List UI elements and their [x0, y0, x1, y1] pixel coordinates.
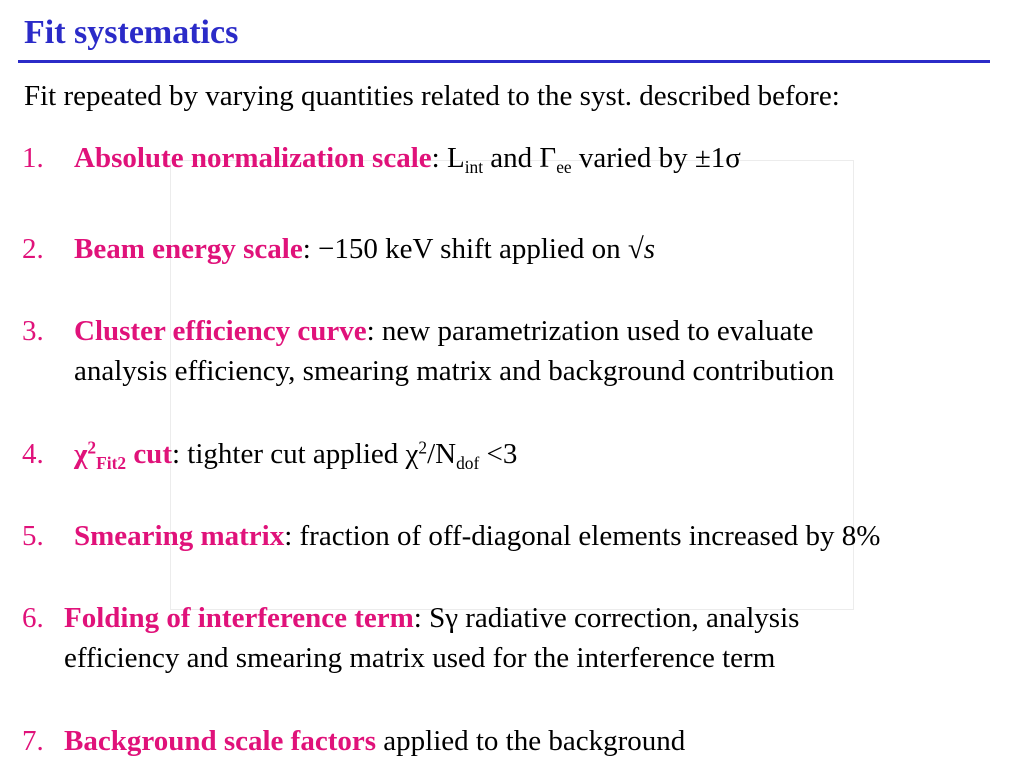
- superscript: 2: [418, 437, 428, 458]
- italic-symbol: s: [643, 233, 656, 265]
- item-body: and Γ: [483, 142, 557, 174]
- subscript: int: [464, 157, 484, 178]
- item-number: 3.: [22, 315, 44, 347]
- title-underline: [18, 60, 990, 63]
- item-heading: Cluster efficiency curve: [74, 315, 367, 347]
- item-number: 5.: [22, 520, 44, 552]
- item-body-continued: analysis efficiency, smearing matrix and background contribution: [74, 355, 835, 387]
- item-heading: Folding of interference term: [64, 602, 414, 634]
- intro-text: Fit repeated by varying quantities related to the syst. described before:: [24, 80, 840, 112]
- item-body: applied to the background: [376, 725, 686, 757]
- item-body: : −150 keV shift applied on √: [302, 233, 644, 265]
- item-text: [64, 598, 799, 678]
- item-number: 6.: [22, 602, 44, 634]
- item-body: : fraction of off-diagonal elements increased by 8%: [284, 520, 881, 552]
- item-body: : tighter cut applied χ: [171, 438, 419, 470]
- item-body: : Sγ radiative correction, analysis: [413, 602, 800, 634]
- slide-title: Fit systematics: [24, 14, 239, 51]
- item-heading: Absolute normalization scale: [74, 142, 432, 174]
- item-text: [74, 516, 880, 556]
- superscript: 2: [87, 437, 97, 458]
- item-number: 4.: [22, 438, 44, 470]
- item-body: : L: [431, 142, 465, 174]
- item-heading: Beam energy scale: [74, 233, 303, 265]
- item-body-continued: efficiency and smearing matrix used for the interference term: [64, 642, 776, 674]
- heading-tail: cut: [126, 438, 172, 470]
- item-heading: Smearing matrix: [74, 520, 285, 552]
- subscript: Fit2: [96, 453, 127, 474]
- item-text: [74, 434, 517, 474]
- item-heading: Background scale factors: [64, 725, 377, 757]
- item-body: /N: [427, 438, 457, 470]
- item-text: [74, 311, 834, 391]
- item-number: 7.: [22, 725, 44, 757]
- item-body: varied by ±1σ: [571, 142, 741, 174]
- item-text: [64, 721, 685, 761]
- chi-symbol: χ: [74, 438, 88, 470]
- subscript: dof: [456, 453, 480, 474]
- item-number: 2.: [22, 233, 44, 265]
- item-heading: [74, 437, 172, 474]
- item-number: 1.: [22, 142, 44, 174]
- item-text: [74, 138, 741, 178]
- item-text: [74, 229, 655, 269]
- item-body: : new parametrization used to evaluate: [366, 315, 814, 347]
- subscript: ee: [556, 157, 572, 178]
- item-body: <3: [479, 438, 518, 470]
